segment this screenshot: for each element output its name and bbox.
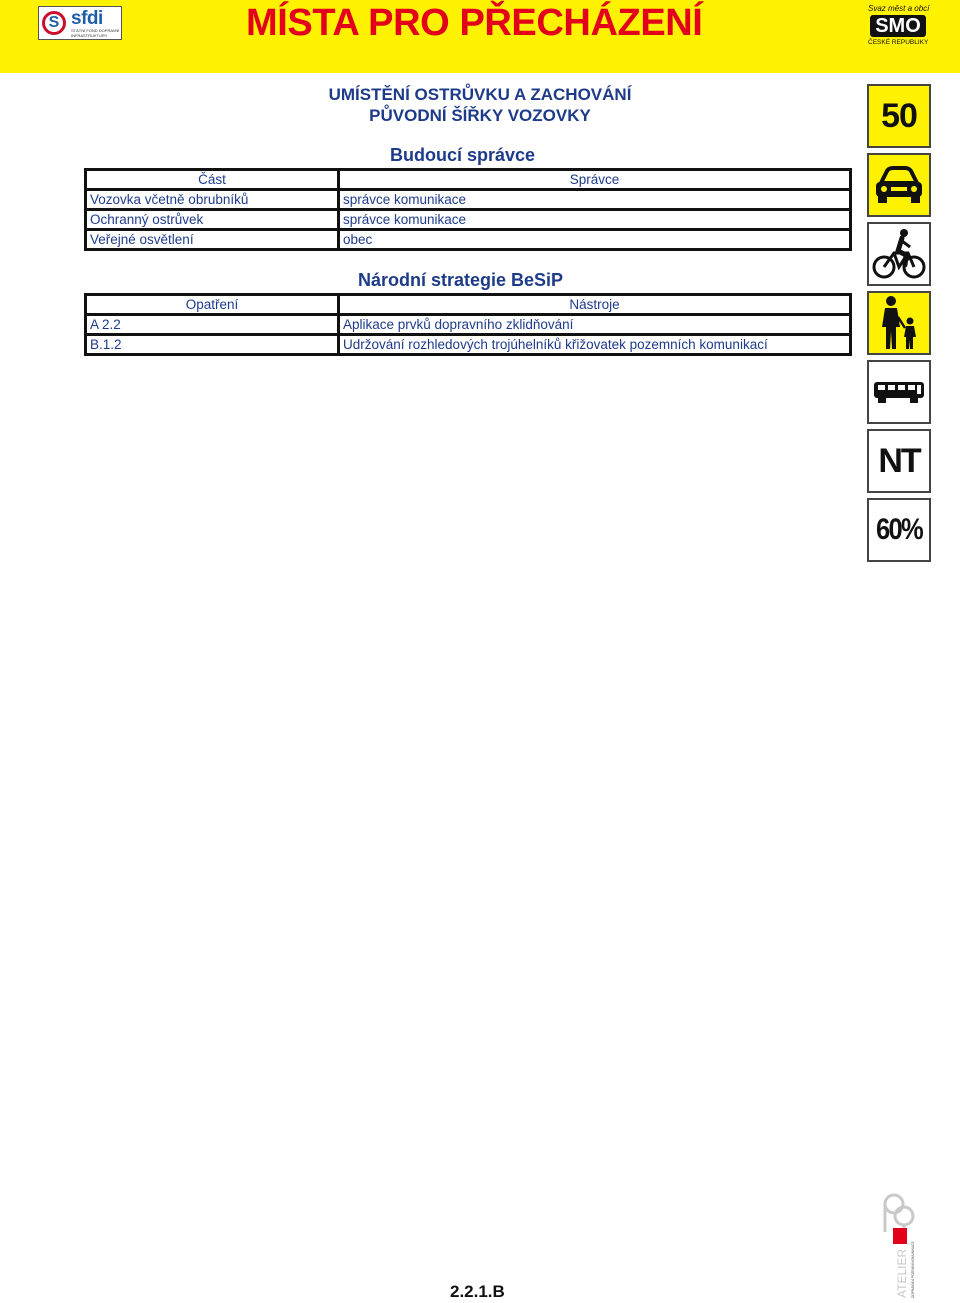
atelier-logo [876,1192,916,1298]
besip-section-title: Národní strategie BeSiP [358,270,564,290]
table-row [86,335,851,355]
table-row [86,190,851,210]
cell-measure: A 2.2 [86,315,339,335]
sfdi-logo [38,6,122,40]
page-code: 2.2.1.B [450,1282,505,1301]
table-row [86,315,851,335]
smo-logo [866,4,930,48]
smo-logo-bottom: ČESKÉ REPUBLIKY [868,39,929,46]
cell-tool: Udržování rozhledových trojúhelníků křižovatek pozemních komunikací [339,335,851,355]
table-row [86,210,851,230]
side-icon-column [867,84,931,567]
cell-measure: B.1.2 [90,337,122,352]
atelier-logo-subtext: DOPRAVNÍ A POZEMNÍ KOMUNIKACE [911,1241,915,1298]
speed-50-label: 50 [881,96,917,135]
sfdi-logo-text: sfdi [71,8,103,29]
column-header-manager: Správce [339,170,851,190]
cell-part: Veřejné osvětlení [90,232,194,247]
besip-table [84,293,852,356]
page-title: MÍSTA PRO PŘECHÁZENÍ [246,2,703,44]
nt-label: NT [878,441,920,480]
car-icon [867,153,931,217]
sfdi-logo-subtext: STÁTNÍ FOND DOPRAVNÍ INFRASTRUKTURY [71,28,120,38]
subtitle-line-2: PŮVODNÍ ŠÍŘKY VOZOVKY [369,106,591,125]
column-header-part: Část [86,170,339,190]
pedestrian-icon [867,291,931,355]
percent-label: 60% [876,513,922,546]
column-header-measure: Opatření [86,295,339,315]
header-bar [0,0,960,73]
sfdi-s-mark-icon: S [42,11,66,35]
atelier-logo-text: ATELIER [895,1248,909,1298]
cell-manager: správce komunikace [339,190,851,210]
nt-icon [867,429,931,493]
cell-manager: obec [339,230,851,250]
table-header-row [86,170,851,190]
column-header-tool: Nástroje [339,295,851,315]
spravce-section-title: Budoucí správce [390,145,536,165]
table-header-row [86,295,851,315]
spravce-table [84,168,852,251]
speed-50-icon [867,84,931,148]
cyclist-icon [867,222,931,286]
percent-icon [867,498,931,562]
cell-part: Ochranný ostrůvek [86,210,339,230]
cell-part: Vozovka včetně obrubníků [86,190,339,210]
table-row [86,230,851,250]
subtitle-line-1: UMÍSTĚNÍ OSTRŮVKU A ZACHOVÁNÍ [328,85,632,104]
cell-tool: Aplikace prvků dopravního zklidňování [339,315,851,335]
smo-logo-mark: SMO [870,15,926,37]
bus-icon [867,360,931,424]
smo-logo-top: Svaz měst a obcí [868,4,930,13]
cell-manager: správce komunikace [339,210,851,230]
